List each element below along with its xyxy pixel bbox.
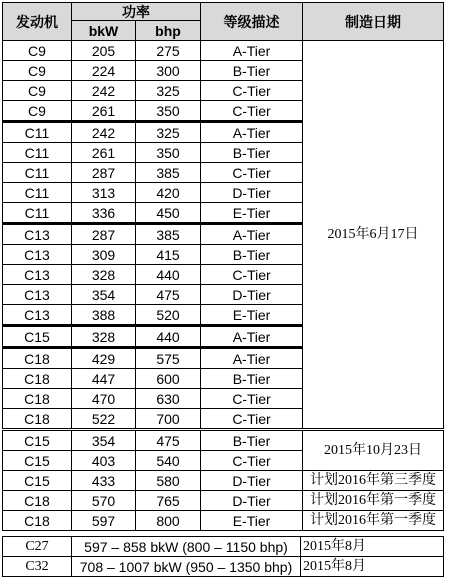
tier-cell: C-Tier <box>201 451 303 471</box>
bkw-cell: 354 <box>72 430 136 451</box>
tier-cell: B-Tier <box>201 369 303 389</box>
manufacture-date-cell: 计划2016年第一季度 <box>303 491 444 511</box>
tier-cell: D-Tier <box>201 183 303 203</box>
bhp-cell: 475 <box>136 285 201 305</box>
bhp-cell: 765 <box>136 491 201 511</box>
header-bkw: bkW <box>72 21 136 41</box>
bhp-cell: 600 <box>136 369 201 389</box>
tier-cell: A-Tier <box>201 41 303 61</box>
bkw-cell: 242 <box>72 122 136 143</box>
engine-model-cell: C11 <box>3 163 72 183</box>
engine-model-cell: C15 <box>3 326 72 348</box>
bhp-cell: 385 <box>136 163 201 183</box>
engine-model-cell: C11 <box>3 203 72 224</box>
engine-model-cell: C11 <box>3 143 72 163</box>
tier-cell: A-Tier <box>201 348 303 369</box>
bhp-cell: 440 <box>136 265 201 285</box>
header-engine: 发动机 <box>3 3 72 41</box>
header-bhp: bhp <box>136 21 201 41</box>
bhp-cell: 440 <box>136 326 201 348</box>
header-tier: 等级描述 <box>201 3 303 41</box>
header-power: 功率 <box>72 3 201 21</box>
bhp-cell: 325 <box>136 122 201 143</box>
table-row <box>3 41 444 61</box>
power-range-cell: 708 – 1007 bkW (950 – 1350 bhp) <box>72 557 301 577</box>
table-row <box>3 430 444 451</box>
engine-model-cell: C18 <box>3 409 72 430</box>
tier-cell: A-Tier <box>201 224 303 245</box>
bhp-cell: 325 <box>136 81 201 101</box>
tier-cell: B-Tier <box>201 245 303 265</box>
engine-model-cell: C11 <box>3 183 72 203</box>
tier-cell: A-Tier <box>201 326 303 348</box>
table-row <box>3 557 444 577</box>
bkw-cell: 242 <box>72 81 136 101</box>
tier-cell: C-Tier <box>201 389 303 409</box>
manufacture-date-cell: 计划2016年第三季度 <box>303 471 444 491</box>
engine-model-cell: C13 <box>3 285 72 305</box>
bhp-cell: 450 <box>136 203 201 224</box>
engine-model-cell: C18 <box>3 348 72 369</box>
bhp-cell: 580 <box>136 471 201 491</box>
bkw-cell: 354 <box>72 285 136 305</box>
table-row <box>3 537 444 557</box>
bhp-cell: 800 <box>136 511 201 531</box>
manufacture-date-cell: 2015年10月23日 <box>303 430 444 471</box>
tier-cell: E-Tier <box>201 305 303 326</box>
engine-model-cell: C13 <box>3 305 72 326</box>
large-engine-table <box>2 536 444 577</box>
bkw-cell: 522 <box>72 409 136 430</box>
tier-cell: B-Tier <box>201 430 303 451</box>
bkw-cell: 336 <box>72 203 136 224</box>
bkw-cell: 261 <box>72 143 136 163</box>
bhp-cell: 475 <box>136 430 201 451</box>
bkw-cell: 470 <box>72 389 136 409</box>
tier-cell: D-Tier <box>201 285 303 305</box>
bkw-cell: 287 <box>72 163 136 183</box>
engine-model-cell: C13 <box>3 224 72 245</box>
engine-model-cell: C9 <box>3 61 72 81</box>
bkw-cell: 309 <box>72 245 136 265</box>
manufacture-date-cell: 2015年8月 <box>301 537 444 557</box>
bhp-cell: 415 <box>136 245 201 265</box>
bkw-cell: 388 <box>72 305 136 326</box>
table-row <box>3 511 444 531</box>
tier-cell: A-Tier <box>201 122 303 143</box>
bhp-cell: 350 <box>136 101 201 122</box>
bkw-cell: 433 <box>72 471 136 491</box>
table-row <box>3 471 444 491</box>
tier-cell: E-Tier <box>201 203 303 224</box>
bhp-cell: 385 <box>136 224 201 245</box>
tier-cell: C-Tier <box>201 409 303 430</box>
bkw-cell: 429 <box>72 348 136 369</box>
bkw-cell: 328 <box>72 326 136 348</box>
bkw-cell: 287 <box>72 224 136 245</box>
table-row <box>3 491 444 511</box>
bkw-cell: 403 <box>72 451 136 471</box>
manufacture-date-cell: 2015年8月 <box>301 557 444 577</box>
tier-cell: E-Tier <box>201 511 303 531</box>
engine-model-cell: C15 <box>3 430 72 451</box>
bkw-cell: 597 <box>72 511 136 531</box>
bkw-cell: 313 <box>72 183 136 203</box>
group1-body <box>3 41 444 430</box>
tier-cell: B-Tier <box>201 61 303 81</box>
bkw-cell: 224 <box>72 61 136 81</box>
engine-model-cell: C18 <box>3 511 72 531</box>
engine-model-cell: C18 <box>3 369 72 389</box>
tier-cell: C-Tier <box>201 101 303 122</box>
bkw-cell: 570 <box>72 491 136 511</box>
engine-model-cell: C9 <box>3 41 72 61</box>
tier-cell: D-Tier <box>201 491 303 511</box>
bkw-cell: 205 <box>72 41 136 61</box>
engine-model-cell: C13 <box>3 245 72 265</box>
engine-model-cell: C27 <box>3 537 72 557</box>
header-date: 制造日期 <box>303 3 444 41</box>
engine-spec-table <box>2 2 444 531</box>
engine-model-cell: C18 <box>3 491 72 511</box>
bhp-cell: 700 <box>136 409 201 430</box>
engine-model-cell: C18 <box>3 389 72 409</box>
tier-cell: C-Tier <box>201 265 303 285</box>
manufacture-date-cell: 计划2016年第一季度 <box>303 511 444 531</box>
bhp-cell: 630 <box>136 389 201 409</box>
power-range-cell: 597 – 858 bkW (800 – 1150 bhp) <box>72 537 301 557</box>
engine-model-cell: C9 <box>3 81 72 101</box>
engine-model-cell: C32 <box>3 557 72 577</box>
tier-cell: C-Tier <box>201 163 303 183</box>
tier-cell: D-Tier <box>201 471 303 491</box>
engine-model-cell: C15 <box>3 471 72 491</box>
tier-cell: B-Tier <box>201 143 303 163</box>
engine-model-cell: C11 <box>3 122 72 143</box>
bhp-cell: 575 <box>136 348 201 369</box>
bhp-cell: 275 <box>136 41 201 61</box>
group2-body <box>3 430 444 531</box>
engine-spec-sheet <box>2 2 443 577</box>
bhp-cell: 420 <box>136 183 201 203</box>
engine-model-cell: C9 <box>3 101 72 122</box>
bkw-cell: 447 <box>72 369 136 389</box>
tier-cell: C-Tier <box>201 81 303 101</box>
bkw-cell: 261 <box>72 101 136 122</box>
bkw-cell: 328 <box>72 265 136 285</box>
manufacture-date-cell: 2015年6月17日 <box>303 41 444 430</box>
bhp-cell: 350 <box>136 143 201 163</box>
bhp-cell: 540 <box>136 451 201 471</box>
engine-model-cell: C15 <box>3 451 72 471</box>
bhp-cell: 300 <box>136 61 201 81</box>
group3-body <box>3 537 444 577</box>
engine-model-cell: C13 <box>3 265 72 285</box>
bhp-cell: 520 <box>136 305 201 326</box>
